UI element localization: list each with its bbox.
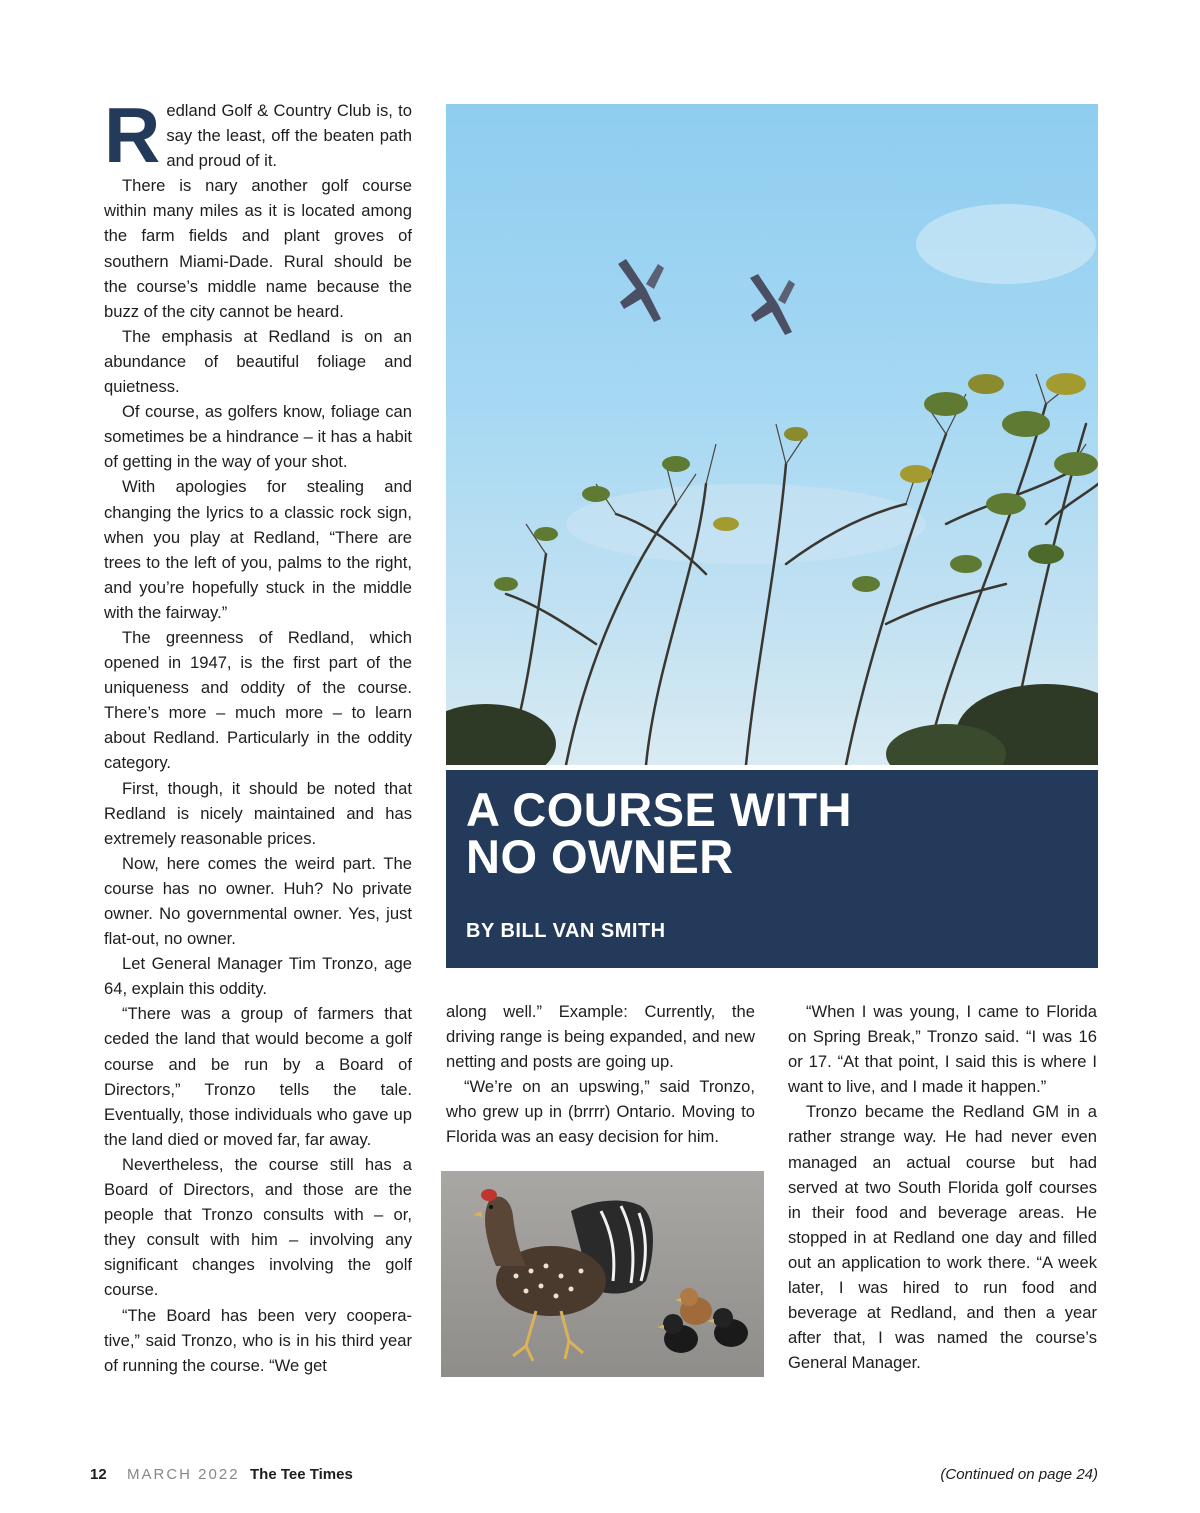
paragraph: “When I was young, I came to Florida on Spring Break,” Tronzo said. “I was 16 or 17. “At that point, I said this is where I want to live, and I made it happen.” [788,1002,1097,1097]
continued-note: (Continued on page 24) [940,1466,1098,1483]
paragraph: edland Golf & Country Club is, to say the least, off the beaten path and proud of it. [166,101,412,171]
article-column-right [788,999,1097,1375]
paragraph: Of course, as golfers know, foliage can sometimes be a hindrance – it has a habit of getting in the way of your shot. [104,402,412,472]
jet-icon [618,259,664,322]
page-footer [90,1466,1098,1490]
headline-box [446,770,1098,968]
paragraph: Now, here comes the weird part. The course has no owner. Huh? No private owner. No governmental owner. Yes, just flat-out, no owner. [104,853,412,949]
publication-name: The Tee Times [250,1466,353,1483]
paragraph: First, though, it should be noted that Redland is nicely maintained and has extremely reasonable prices. [104,778,412,848]
paragraph: There is nary another golf course within many miles as it is located among the farm fields and plant groves of southern Miami-Dade. Rural should be the course’s middle name because the buzz of the city cannot be heard. [104,176,412,321]
issue-date: MARCH 2022 [127,1466,240,1483]
article-headline [466,783,1066,883]
paragraph: “There was a group of farmers that ceded the land that would become a golf course and be run by a Board of Directors,” Tronzo tells the tale. Eventually, those individuals who gave up the land died or moved far, far away. [104,1004,412,1149]
drop-cap: R [104,91,161,179]
article-column-middle [446,999,755,1150]
paragraph: With apologies for stealing and changing the lyrics to a classic rock sign, when you play at Redland, “There are trees to the left of you, palms to the right, and you’re hopefully stuck in the middle with the fairway.” [104,477,412,622]
paragraph: “The Board has been very coopera-tive,” said Tronzo, who is in his third year of running the course. “We get [104,1305,412,1375]
paragraph: The emphasis at Redland is on an abundance of beautiful foliage and quietness. [104,326,412,397]
photo-jets-over-trees [446,104,1098,765]
chick-icon [707,1308,748,1347]
paragraph: Let General Manager Tim Tronzo, age 64, explain this oddity. [104,954,412,999]
paragraph: along well.” Example: Currently, the driving range is being expanded, and new netting and posts are going up. [446,1002,755,1072]
headline-line: A COURSE WITH [466,783,852,836]
byline: BY BILL VAN SMITH [466,920,666,942]
hen-icon [473,1189,653,1361]
paragraph: The greenness of Redland, which opened in 1947, is the first part of the uniqueness and oddity of the course. There’s more – much more – to learn about Redland. Particularly in the oddity category. [104,627,412,773]
article-column-left [104,91,412,1378]
jet-icon [750,274,795,335]
paragraph: “We’re on an upswing,” said Tronzo, who grew up in (brrrr) Ontario. Moving to Florida was an easy decision for him. [446,1077,755,1147]
headline-line: NO OWNER [466,830,734,883]
photo-hen-and-chicks [441,1171,764,1377]
paragraph: Nevertheless, the course still has a Board of Directors, and those are the people that Tronzo consults with – or, they consult with him – involving any significant changes involving the golf course. [104,1154,412,1300]
paragraph: Tronzo became the Redland GM in a rather strange way. He had never even managed an actual course but had served at two South Florida golf courses in their food and beverage areas. He stopped in at Redland one day and filled out an application to work there. “A week later, I was hired to run food and beverage at Redland, and then a year after that, I was named the course’s General Manager. [788,1102,1097,1373]
page-number: 12 [90,1466,107,1483]
